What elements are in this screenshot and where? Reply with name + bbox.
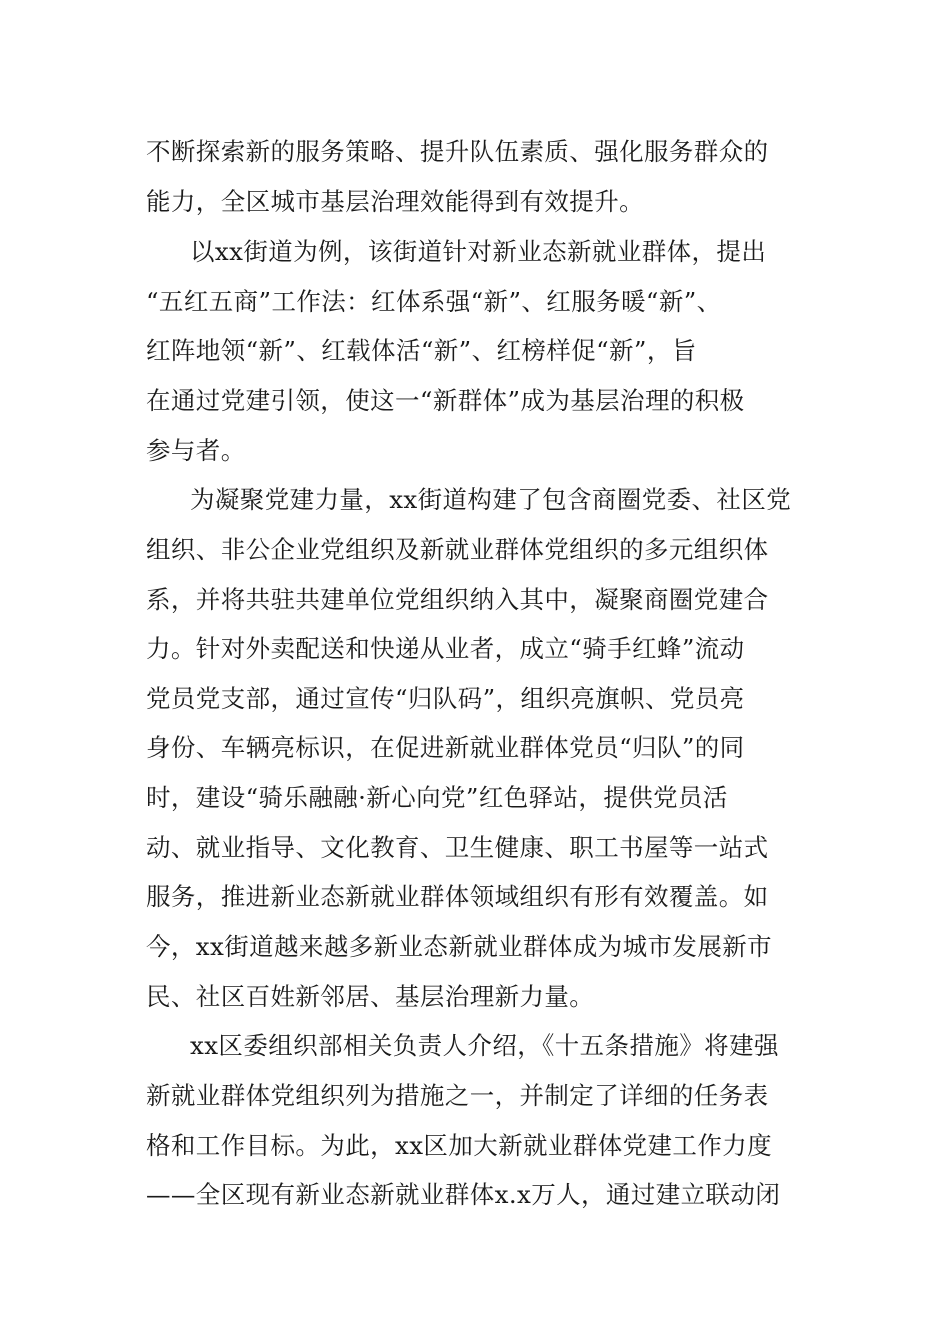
text-line: 动、就业指导、文化教育、卫生健康、职工书屋等一站式 [146, 833, 769, 862]
text-line: 红阵地领“新”、红载体活“新”、红榜样促“新”，旨 [146, 336, 697, 365]
text-line: 参与者。 [146, 436, 246, 465]
paragraph-start-line: 以xx街道为例，该街道针对新业态新就业群体，提出 [190, 237, 767, 266]
text-line: 服务，推进新业态新就业群体领域组织有形有效覆盖。如 [146, 882, 769, 911]
text-line: 格和工作目标。为此，xx区加大新就业群体党建工作力度 [146, 1131, 773, 1160]
paragraph-start-line: 为凝聚党建力量，xx街道构建了包含商圈党委、社区党 [190, 485, 792, 514]
text-line: 时，建设“骑乐融融·新心向党”红色驿站，提供党员活 [146, 783, 728, 812]
text-line: 不断探索新的服务策略、提升队伍素质、强化服务群众的 [146, 137, 769, 166]
text-line: 新就业群体党组织列为措施之一，并制定了详细的任务表 [146, 1081, 769, 1110]
text-line: 党员党支部，通过宣传“归队码”，组织亮旗帜、党员亮 [146, 684, 745, 713]
text-line: 组织、非公企业党组织及新就业群体党组织的多元组织体 [146, 535, 769, 564]
text-line: 身份、车辆亮标识，在促进新就业群体党员“归队”的同 [146, 733, 745, 762]
text-line: 能力，全区城市基层治理效能得到有效提升。 [146, 187, 644, 216]
text-line: 在通过党建引领，使这一“新群体”成为基层治理的积极 [146, 386, 745, 415]
text-line: ——全区现有新业态新就业群体x.x万人，通过建立联动闭 [146, 1180, 781, 1209]
paragraph-start-line: xx区委组织部相关负责人介绍，《十五条措施》将建强 [190, 1031, 779, 1060]
text-line: 系，并将共驻共建单位党组织纳入其中，凝聚商圈党建合 [146, 585, 769, 614]
text-line: 民、社区百姓新邻居、基层治理新力量。 [146, 982, 595, 1011]
text-line: “五红五商”工作法：红体系强“新”、红服务暖“新”、 [146, 287, 722, 316]
text-line: 今，xx街道越来越多新业态新就业群体成为城市发展新市 [146, 932, 773, 961]
text-line: 力。针对外卖配送和快递从业者，成立“骑手红蜂”流动 [146, 634, 745, 663]
